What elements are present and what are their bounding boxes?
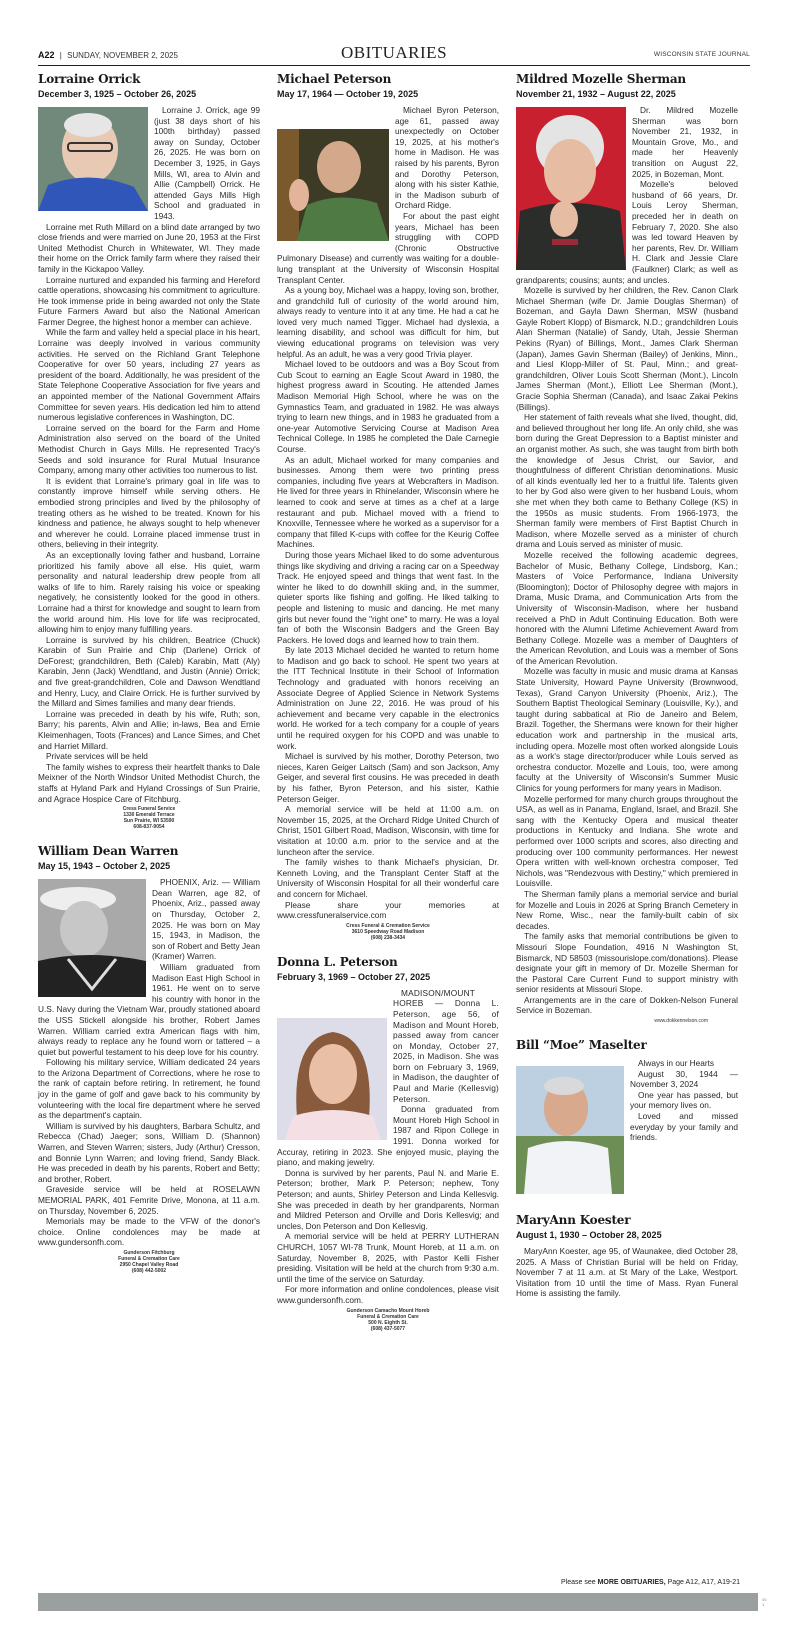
- page-code: 00 1: [762, 1597, 767, 1607]
- portrait-icon: [38, 107, 148, 211]
- portrait-photo: [277, 1018, 387, 1140]
- see-more-obituaries-note: Please see MORE OBITUARIES, Page A12, A17, A19-21: [561, 1579, 740, 1586]
- obituary-body: Always in our Hearts August 30, 1944 — November 3, 2024 One year has passed, but your memory lives on. Loved and missed everyday by your family and friends.: [516, 1058, 738, 1197]
- obituary-william-dean-warren: [38, 844, 260, 1274]
- obituary-maryann-koester: [516, 1213, 738, 1299]
- separator: |: [59, 51, 62, 60]
- portrait-photo: [38, 879, 146, 997]
- portrait-icon: [277, 129, 389, 241]
- obituary-dates: December 3, 1925 – October 26, 2025: [38, 89, 197, 99]
- funeral-home-logo: Cress Funeral & Cremation Service 3610 Speedway Road Madison (608) 238-3434: [346, 922, 430, 941]
- obituary-donna-l-peterson: [277, 955, 499, 1332]
- obituary-dates: August 1, 1930 – October 28, 2025: [516, 1230, 662, 1241]
- newspaper-name: WISCONSIN STATE JOURNAL: [653, 51, 750, 58]
- page-number: A22: [38, 50, 55, 60]
- obituary-dates: May 17, 1964 — October 19, 2025: [277, 89, 419, 99]
- portrait-icon: [516, 107, 626, 270]
- obituary-body: PHOENIX, Ariz. — William Dean Warren, age 82, of Phoenix, Ariz., passed away on Thursday, October 2, 2025. He was born on May 15, 1943, in Madison, the son of Robert and Betty Jean (Kramer) Warren. William graduated from Madison East High School in 1961. He went on to serve his country with honor in the U.S. Navy during the Vietnam War, proudly stationed aboard the USS Stickell alongside his brother, Robert James Warren. William carried extra American flags with him, always ready to replace any he found worn or tattered – a quiet but powerful testament to his deep love for his country. Following his military service, William dedicated 24 years to the Arizona Department of Corrections, where he rose to the rank of captain before retiring. In retirement, he found joy in the game of golf and gave back to his community by volunteering with the local fire department where he served as the department's captain. William is survived by his daughters, Barbara Schultz, and Rebecca (Chad) Jaeger; sons, William D. (Shannon) Warren, and Steven Warren; sisters, Judy (Arthur) Cresson, and Bonnie Lynn Warren; and loving friend, Sandy Black. He was preceded in death by his parents, Robert and Betty; and brother, Robert. Graveside service will be held at ROSELAWN MEMORIAL PARK, 401 Femrite Drive, Monona, at 11 a.m. on Thursday, November 6, 2025. Memorials may be made to the VFW of the donor's choice. Online condolences may be made at www.gundersonfh.com.: [38, 877, 260, 1248]
- obituary-michael-peterson: [277, 72, 499, 941]
- column-1: [38, 72, 260, 1282]
- portrait-photo: [277, 129, 389, 241]
- portrait-icon: [38, 879, 146, 997]
- obituary-body: Dr. Mildred Mozelle Sherman was born November 21, 1932, in Mountain Grove, Mo., and made her Heavenly transition on August 22, 2025, in Bozeman, Mont. Mozelle's beloved husband of 66 years, Dr. Louis Leroy Sherman, preceded her in death on February 7, 2020. She also was led toward Heaven by her parents, Rev. Dr. William H. Clark and Jessie Clare (Faulkner) Clark; as well as grandparents; cousins; aunts; and uncles. Mozelle is survived by her children, the Rev. Canon Clark Michael Sherman (wife Dr. Jamie Douglas Sherman) of Bozeman, and Gayla Dawn Sherman, MSW (husband Gayle Robert Klopp) of Bismarck, N.D.; grandchildren Louis Alan Sherman (Natalie) of Sandy, Utah, Jessie Sherman Pekins (Ryan) of Billings, Mont., James Clark Sherman (Japan), James Gavin Sherman (Bailey) of Jenkins, Minn., and Liesl Klopp-Miller of St. Paul, Minn.; and great-grandchildren, Oliver Louis Scott Sherman (Mont.), Lincoln James Sherman (Mont.), Elliott Lee Sherman (Mont.), Gracie Sophia Sherman (Canada), and Isaac Zakai Pekins (Billings). Her statement of faith reveals what she lived, thought, did, and believed throughout her long life. An only child, she was born during the Great Depression to a Baptist minister and an organist mother. As such, she was taught from birth both the knowledge of Jesus Christ, our Savior, and thoughtfulness of different Christian denominations. Music of all kinds eventually led her to a fruitful life. Talents given to her by God also were given to her husband Louis, whom she met when they both came to Bethany College (KS) in the 1950s as music students. From 1966-1973, the Sherman family were members of First Baptist Church in Madison, where Mozelle served as a minister of church drama and Louis served as minister of music. Mozelle received the following academic degrees, Bachelor of Music, Bethany College, Lindsborg, Kan.; Masters of Voice Performance, Indiana University (Bloomington); Doctor of Philosophy degree with majors in Drama, Music Drama, and Communication Arts from the University of Wisconsin-Madison, where her husband received a PhD in Adult Continuing Education. Both were honored with the Alumni Lifetime Achievement Award from Bethany College. Mozelle was a member of Daughters of the American Revolution, and Louis was a member of Sons of the American Revolution. Mozelle was faculty in music and music drama at Kansas State University, Howard Payne University (Brownwood, Texas), Grand Canyon University (Phoenix, Ariz.), The Southern Baptist Theological Seminary (Louisville, Ky.), and taught during sabbatical at Rio de Janeiro and Belem, Brazil. Together, the Shermans were known for their higher education work and partnership in the musical arts, including opera. Mozelle most often worked alongside Louis as a work's stage director/producer while Louis served as orchestra conductor. Mozelle and Louis, too, were among faculty at the University of Wisconsin's Summer Music Clinics for young performers for many years in Madison. Mozelle performed for many church groups throughout the USA, as well as in Panama, England, Israel, and Brazil. She sang with the Kentucky Opera and musical theater productions in Kentucky and Indiana. She wrote and performed over 1000 scripts and scores, also directing and producing over 100 community performances. Her newest Opera written with well-known orchestra composer, Ted Nichols, was "Rendezvous with Destiny," which premiered in Louisville. The Sherman family plans a memorial service and burial for Mozelle and Louis in 2026 at Spring Branch Cemetery in New Rome, Wisc., near the family-built cabin of six decades. The family asks that memorial contributions be given to Missouri Slope Foundation, 4916 N Washington St, Bismarck, ND 58503 (missourislope.com/donations). Please designate your gift in memory of Dr. Mozelle Sherman for the Pastoral Care Current Fund to support ministry with senior residents at Missouri Slope. Arrangements are in the care of Dokken-Nelson Funeral Service in Bozeman.: [516, 105, 738, 1016]
- footer-bar: [38, 1593, 758, 1611]
- obituary-dates: November 21, 1932 – August 22, 2025: [516, 89, 676, 99]
- obituary-body: Michael Byron Peterson, age 61, passed away unexpectedly on October 19, 2025, at his mother's home in Madison. He was raised by his parents, Byron and Dorothy Peterson, along with his sister Kathie, in the Madison suburb of Orchard Ridge. For about the past eight years, Michael has been struggling with COPD (Chronic Obstructive Pulmonary Disease) and currently was waiting for a double-lung transplant at the University of Wisconsin Hospital Transplant Center. As a young boy, Michael was a happy, loving son, brother, and grandchild full of curiosity of the world around him, always ready to venture into it at any time. He had a cat he loved very much named Tigger. Michael had dyslexia, a learning disability, and school was difficult for him, but viewing educational programs on television was very helpful. As an adult, he was a very good Trivia player. Michael loved to be outdoors and was a Boy Scout from Cub Scout to earning an Eagle Scout Award in 1980, the highest progress award in Scouting. He attended James Madison Memorial High School, where he was on the Gymnastics Team, and graduated in 1982. He was always trying to learn new things, and in 1983 he graduated from a one-year Automotive Servicing Course at Madison Area Technical College. In 1985 he completed the Dale Carnegie Course. As an adult, Michael worked for many companies and businesses. Among them were two printing press companies, including five years at Webcrafters in Madison. He lived for three years in Rhinelander, Wisconsin where he learned to cook and serve at times as a chef at a large restaurant and pub. Michael moved with a friend to Knoxville, Tennessee where he worked as a supervisor for a company that filled K-cups with coffee for the Keurig Coffee Machines. During those years Michael liked to do some adventurous things like skydiving and driving a racing car on a Speedway Track. He enjoyed speed and things that went fast. In the winter he liked to do downhill skiing and, in the summer, quieter sports like fishing and golfing. He liked talking to people and listening to music and dancing. He met many girls but never found the "right one" to marry. He was a loyal fan of both the Wisconsin Badgers and the Green Bay Packers. He loved dogs and learned how to train them. By late 2013 Michael decided he wanted to return home to Madison and go back to school. He spent two years at the ITT Technical Institute in their School of Information Technology and graduated with honors receiving an Associate Degree of Applied Science in Network Systems Administration on June 22, 2016. He was proud of his achievement and became very capable in the electronics world. He worked for a tech company for a couple of years until he required oxygen for his COPD and was unable to work. Michael is survived by his mother, Dorothy Peterson, two nieces, Karen Geiger Laitsch (Sam) and son Jackson, Amy Geiger, and several first cousins. He was preceded in death by his father, Byron Peterson, and his sister, Kathie Peterson Geiger. A memorial service will be held at 11:00 a.m. on November 15, 2025, at the Orchard Ridge United Church of Christ, 1501 Gilbert Road, Madison, Wisconsin, with time for visitation at 10:00 a.m. prior to the service and at the luncheon after the service. The family wishes to thank Michael's physician, Dr. Kenneth Loving, and the Transplant Center Staff at the University of Wisconsin Hospital for all their wonderful care and concern for Michael. Please share your memories at www.cressfuneralservice.com: [277, 105, 499, 921]
- obituary-body: MADISON/MOUNT HOREB — Donna L. Peterson, age 56, of Madison and Mount Horeb, passed away from cancer on Monday, October 27, 2025, in Madison. She was born on February 3, 1969, in Madison, the daughter of Paul and Marie (Kellesvig) Peterson. Donna graduated from Mount Horeb High School in 1987 and Ripon College in 1991. Donna worked for Accuray, retiring in 2023. She enjoyed music, playing the piano, and making jewelry. Donna is survived by her parents, Paul N. and Marie E. Peterson; brother, Mark P. Peterson; nephew, Tony Peterson; and aunts, Shirley Peterson and Linda Kellesvig. She was preceded in death by her grandparents, Norman and Mildred Peterson and Orville and Doris Kellesvig; and uncles, Don Peterson and Don Kellesvig. A memorial service will be held at PERRY LUTHERAN CHURCH, 1057 WI-78 Trunk, Mount Horeb, at 11 a.m. on Saturday, November 8, 2025, with Pastor Kelli Fisher presiding. Visitation will be held at the church from 9:30 a.m. until the time of the service on Saturday. For more information and online condolences, please visit www.gundersonfh.com.: [277, 987, 499, 1305]
- obituary-name: MaryAnn Koester: [516, 1213, 631, 1228]
- column-2: [277, 72, 499, 1340]
- obituary-mildred-mozelle-sherman: [516, 72, 738, 1024]
- masthead: [38, 40, 750, 66]
- funeral-home-logo: Cress Funeral Service 1330 Emerald Terrace Sun Prairie, WI 53590 608-837-9054: [122, 806, 176, 831]
- obituary-name: Mildred Mozelle Sherman: [516, 72, 686, 86]
- obituary-name: William Dean Warren: [38, 844, 179, 859]
- obituary-body: MaryAnn Koester, age 95, of Waunakee, died October 28, 2025. A Mass of Christian Burial will be held on Friday, November 7 at 11 a.m. at St Mary of the Lake, Westport. Visitation from 10 until the time of Mass. Ryan Funeral Home is assisting the family.: [516, 1246, 738, 1299]
- portrait-photo: [38, 107, 148, 211]
- obituary-name: Bill “Moe” Maselter: [516, 1038, 647, 1053]
- obituary-name: Michael Peterson: [277, 72, 392, 86]
- obituary-bill-maselter: [516, 1038, 738, 1197]
- funeral-home-logo: Gunderson Camacho Mount Horeb Funeral & Cremation Care 500 N. Eighth St. (608) 437-5077: [346, 1307, 430, 1332]
- edition-date: SUNDAY, NOVEMBER 2, 2025: [67, 51, 178, 60]
- portrait-photo: [516, 1066, 624, 1194]
- funeral-home-logo: Gunderson Fitchburg Funeral & Cremation Care 2950 Chapel Valley Road (608) 442-5002: [118, 1249, 180, 1274]
- obituary-name: Donna L. Peterson: [277, 954, 398, 969]
- portrait-icon: [516, 1066, 624, 1194]
- obituary-body: Lorraine J. Orrick, age 99 (just 38 days short of his 100th birthday) passed away on Sunday, October 26, 2025. He was born on December 3, 1925, in Gays Mills, WI, area to Alvin and Allie (Campbell) Orrick. He attended Gays Mills High School and graduated in 1943. Lorraine met Ruth Millard on a blind date arranged by two close friends and were married on June 20, 1953 at the First United Methodist Church in Whitewater, WI. They made their home on the Orrick family farm where they raised their family in the Kickapoo Valley. Lorraine nurtured and expanded his farming and Hereford cattle operations, showcasing his commitment to agriculture. He took immense pride in being awarded not only the State Future Farmers Award but also the National American Farmer Degree, the highest honor a member can achieve. While the farm and valley held a special place in his heart, Lorraine was deeply involved in various community activities. He served on the Richland Grant Telephone Cooperative for over 50 years, including 27 years as president of the board. Additionally, he was president of the State Telephone Cooperative Association for five years and an appointed member of the National Government Affairs Committee for seven years. His dedication led him to attend numerous legislative conferences in Washington, DC. Lorraine served on the board for the Farm and Home Administration also served on the board of the United Methodist Church in Gays Mills. He represented Tracy's Seeds and sold insurance for Rural Mutual Insurance Company, among many other activities too numerous to list. It is evident that Lorraine's primary goal in life was to constantly improve himself while serving others. He embodied strong principles and lived by the philosophy of treating others as he wished to be treated. Known for his kindness and patience, he always sought to help whenever and wherever he could. Lorraine placed immense trust in others, believing in their integrity. As an exceptionally loving father and husband, Lorraine prioritized his family above all else. His quiet, warm personality and natural leadership drew people from all walks of life to him. Rarely raising his voice or speaking negatively, he consistently looked for the good in others. Lorraine had a thirst for knowledge and sought to learn from the world around him. His love for life was reciprocated, allowing him to enjoy many fulfilling years. Lorraine is survived by his children, Beatrice (Chuck) Karabin of Sun Prairie and Chip (Darlene) Orrick of DeForest; grandchildren, Beth (Caleb) Karabin, Matt (Aly) Karabin, Jenn (Jack) Wendtland, and Justin (Annie) Orrick; and five great-grandchildren, Cole and Dawson Wendtland and Henry, Lucy, and Claire Orrick. He is further survived by the Millard and Simes families and many dear friends. Lorraine was preceded in death by his wife, Ruth; son, Barry; his parents, Alvin and Allie; in-laws, Bea and Ernie Kleimenhagen, Toots (Frances) and Lance Simes, and Chet and Harriet Millard. Private services will be held The family wishes to express their heartfelt thanks to Dale Meixner of the North Windsor United Methodist Church, the staffs at Hyland Park and Hyland Crossings of Sun Prairie, and Agrace Hospice Care of Fitchburg.: [38, 105, 260, 804]
- funeral-home-url: www.dokkennelson.com: [654, 1018, 708, 1025]
- obituary-dates: February 3, 1969 – October 27, 2025: [277, 971, 431, 982]
- section-title: OBITUARIES: [340, 43, 448, 62]
- portrait-icon: [277, 1018, 387, 1140]
- portrait-photo: [516, 107, 626, 270]
- obituary-lorraine-orrick: [38, 72, 260, 830]
- obituary-dates: May 15, 1943 – October 2, 2025: [38, 861, 171, 872]
- obituary-name: Lorraine Orrick: [38, 72, 141, 86]
- column-3: [516, 72, 738, 1307]
